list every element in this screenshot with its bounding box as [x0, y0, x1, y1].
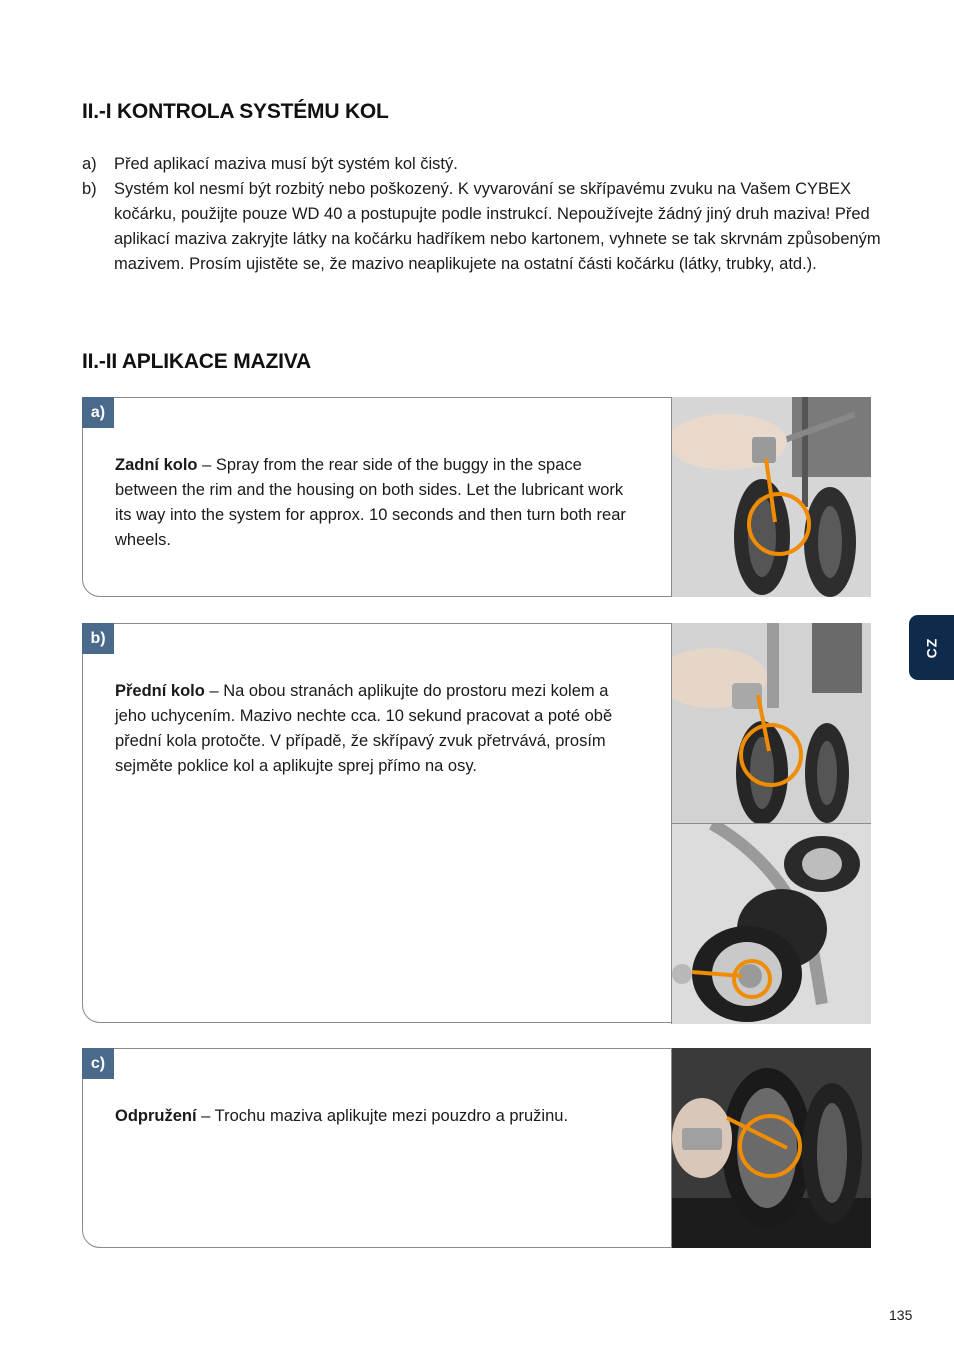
step-heading: Přední kolo	[115, 682, 205, 700]
rear-wheel-photo	[671, 397, 871, 597]
step-heading: Odpružení	[115, 1107, 197, 1125]
step-heading: Zadní kolo	[115, 456, 198, 474]
step-text	[115, 679, 635, 779]
page-number: 135	[889, 1307, 913, 1323]
step-description: – Spray from the rear side of the buggy in the space between the rim and the housing on both sides. Let the lubricant work its way into the system for approx. 10 seconds and then turn both rear wheels.	[115, 456, 626, 549]
step-tag: b)	[82, 623, 114, 654]
list-item	[82, 177, 882, 277]
list-text: Před aplikací maziva musí být systém kol čistý.	[114, 155, 458, 173]
front-wheel-photo	[671, 623, 871, 823]
step-box-rear-wheel	[82, 397, 871, 597]
step-tag: a)	[82, 397, 114, 428]
suspension-photo	[671, 1048, 871, 1248]
front-wheel-hub-photo	[671, 823, 871, 1024]
step-tag: c)	[82, 1048, 114, 1079]
list-text: Systém kol nesmí být rozbitý nebo poškozený. K vyvarování se skřípavému zvuku na Vašem CYBEX kočárku, použijte pouze WD 40 a postupujte podle instrukcí. Nepoužívejte žádný jiný druh maziva! Před aplikací maziva zakryjte látky na kočárku hadříkem nebo kartonem, vyhnete se tak skrvnám způsobeným mazivem. Prosím ujistěte se, že mazivo neaplikujete na ostatní části kočárku (látky, trubky, atd.).	[114, 180, 881, 273]
language-tab-label: CZ	[923, 637, 940, 658]
step-box-front-wheel	[82, 623, 871, 1023]
language-tab	[909, 615, 954, 680]
step-box-suspension	[82, 1048, 871, 1248]
section-title-wheel-check: II.-I KONTROLA SYSTÉMU KOL	[82, 100, 389, 123]
step-description: – Na obou stranách aplikujte do prostoru mezi kolem a jeho uchycením. Mazivo nechte cca. 10 sekund pracovat a poté obě přední kola protočte. V případě, že skřípavý zvuk přetrvává, prosím sejměte poklice kol a aplikujte sprej přímo na osy.	[115, 682, 613, 775]
check-list	[82, 152, 882, 277]
list-item	[82, 152, 882, 177]
list-marker: b)	[82, 180, 97, 198]
section-title-lubrication: II.-II APLIKACE MAZIVA	[82, 350, 311, 373]
step-description: – Trochu maziva aplikujte mezi pouzdro a pružinu.	[196, 1107, 569, 1125]
list-marker: a)	[82, 155, 97, 173]
step-text	[115, 453, 635, 553]
step-text	[115, 1104, 675, 1129]
